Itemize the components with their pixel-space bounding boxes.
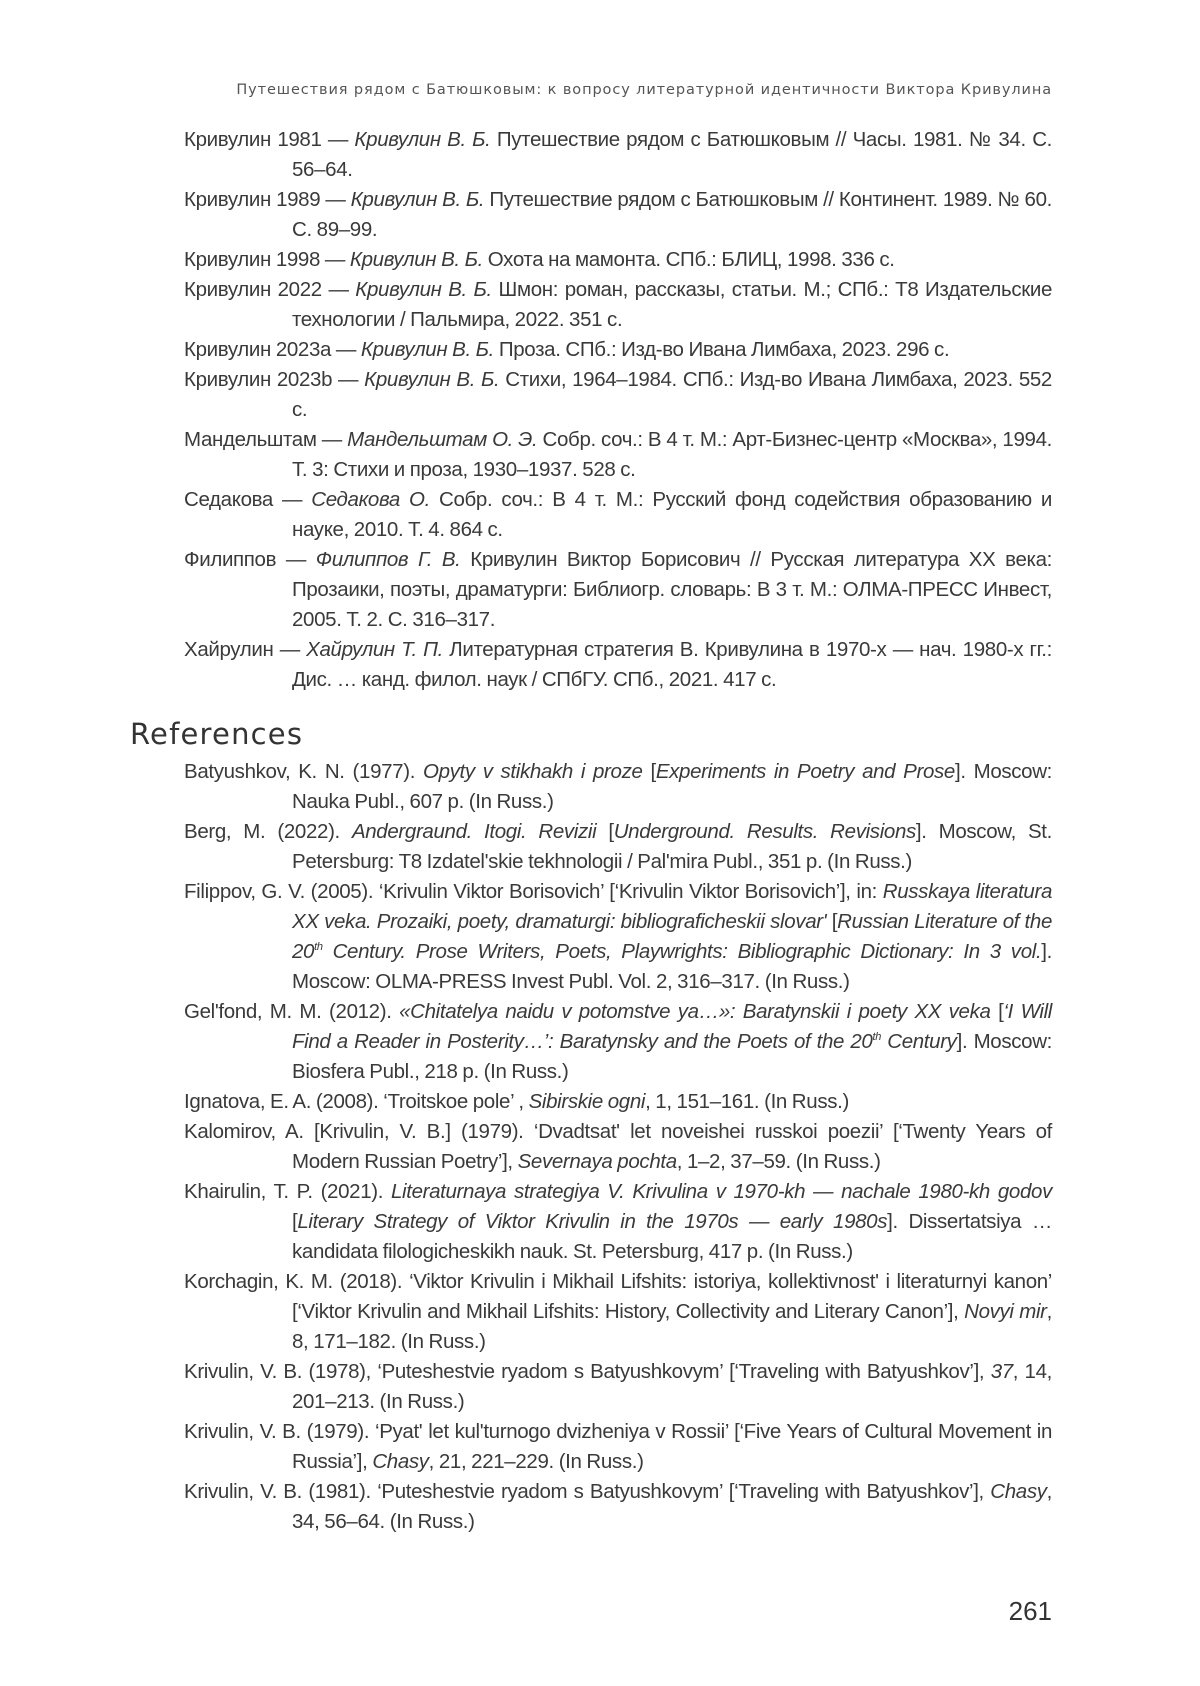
bibliography-entry: Кривулин 1989 — Кривулин В. Б. Путешествие рядом с Батюшковым // Континент. 1989. № 60. С. 89–99. (184, 188, 1052, 241)
bibliography-list (184, 125, 1052, 695)
bibliography-entry: Кривулин 1981 — Кривулин В. Б. Путешествие рядом с Батюшковым // Часы. 1981. № 34. С. 56–64. (184, 128, 1052, 181)
bibliography-entry: Филиппов — Филиппов Г. В. Кривулин Виктор Борисович // Русская литература XX века: Прозаики, поэты, драматурги: Библиогр. словарь: В 3 т. М.: ОЛМА-ПРЕСС Инвест, 2005. Т. 2. С. 316–317. (184, 548, 1053, 631)
reference-entry: Krivulin, V. B. (1981). ‘Puteshestvie ryadom s Batyushkovym’ [‘Traveling with Batyushkov’], Chasy, 34, 56–64. (In Russ.) (184, 1480, 1052, 1533)
reference-entry: Batyushkov, K. N. (1977). Opyty v stikhakh i proze [Experiments in Poetry and Prose]. Moscow: Nauka Publ., 607 p. (In Russ.) (184, 760, 1053, 813)
bibliography-entry: Мандельштам — Мандельштам О. Э. Собр. соч.: В 4 т. М.: Арт-Бизнес-центр «Москва», 1994. Т. 3: Стихи и проза, 1930–1937. 528 с. (184, 428, 1052, 481)
bibliography-entry: Кривулин 1998 — Кривулин В. Б. Охота на мамонта. СПб.: БЛИЦ, 1998. 336 с. (184, 248, 895, 271)
bibliography-entry: Кривулин 2023b — Кривулин В. Б. Стихи, 1964–1984. СПб.: Изд-во Ивана Лимбаха, 2023. 552 с. (184, 368, 1052, 421)
running-head: Путешествия рядом с Батюшковым: к вопросу литературной идентичности Виктора Кривулина (236, 82, 1052, 98)
reference-entry: Berg, M. (2022). Andergraund. Itogi. Revizii [Underground. Results. Revisions]. Moscow, St. Petersburg: T8 Izdatel'skie tekhnologii / Pal'mira Publ., 351 p. (In Russ.) (184, 820, 1052, 873)
reference-entry: Korchagin, K. M. (2018). ‘Viktor Krivulin i Mikhail Lifshits: istoriya, kollektivnost' i literaturnyi kanon’ [‘Viktor Krivulin and Mikhail Lifshits: History, Collectivity and Literary Canon’], Novyi mir, 8, 171–182. (In Russ.) (184, 1270, 1053, 1353)
references-list (184, 757, 1052, 1537)
reference-entry: Kalomirov, A. [Krivulin, V. B.] (1979). ‘Dvadtsat' let noveishei russkoi poezii’ [‘Twenty Years of Modern Russian Poetry’], Severnaya pochta, 1–2, 37–59. (In Russ.) (184, 1120, 1052, 1173)
reference-entry: Krivulin, V. B. (1978), ‘Puteshestvie ryadom s Batyushkovym’ [‘Traveling with Batyushkov’], 37, 14, 201–213. (In Russ.) (184, 1360, 1052, 1413)
reference-entry: Gel'fond, M. M. (2012). «Chitatelya naidu v potomstve ya…»: Baratynskii i poety XX veka [‘I Will Find a Reader in Posterity…’: Baratynsky and the Poets of the 20th Century]. Moscow: Biosfera Publ., 218 p. (In Russ.) (184, 1000, 1052, 1083)
reference-entry: Khairulin, T. P. (2021). Literaturnaya strategiya V. Krivulina v 1970-kh — nachale 1980-kh godov [Literary Strategy of Viktor Krivulin in the 1970s — early 1980s]. Dissertatsiya … kandidata filologicheskikh nauk. St. Petersburg, 417 p. (In Russ.) (184, 1180, 1053, 1263)
bibliography-entry: Хайрулин — Хайрулин Т. П. Литературная стратегия В. Кривулина в 1970-х — нач. 1980-х гг.: Дис. … канд. филол. наук / СПбГУ. СПб., 2021. 417 с. (184, 638, 1052, 691)
reference-entry: Ignatova, E. A. (2008). ‘Troitskoe pole’ , Sibirskie ogni, 1, 151–161. (In Russ.) (184, 1090, 849, 1113)
references-heading: References (130, 717, 304, 751)
reference-entry: Filippov, G. V. (2005). ‘Krivulin Viktor Borisovich’ [‘Krivulin Viktor Borisovich’], in: Russkaya literatura XX veka. Prozaiki, poety, dramaturgi: bibliograficheskii slovar' [Russian Literature of the 20th Century. Prose Writers, Poets, Playwrights: Bibliographic Dictionary: In 3 vol.]. Moscow: OLMA-PRESS Invest Publ. Vol. 2, 316–317. (In Russ.) (184, 880, 1052, 993)
bibliography-entry: Кривулин 2023a — Кривулин В. Б. Проза. СПб.: Изд-во Ивана Лимбаха, 2023. 296 с. (184, 338, 950, 361)
bibliography-entry: Кривулин 2022 — Кривулин В. Б. Шмон: роман, рассказы, статьи. М.; СПб.: Т8 Издательские технологии / Пальмира, 2022. 351 с. (184, 278, 1052, 331)
bibliography-entry: Седакова — Седакова О. Собр. соч.: В 4 т. М.: Русский фонд содействия образованию и науке, 2010. Т. 4. 864 с. (184, 488, 1052, 541)
page-number: 261 (1008, 1596, 1052, 1626)
reference-entry: Krivulin, V. B. (1979). ‘Pyat' let kul'turnogo dvizheniya v Rossii’ [‘Five Years of Cultural Movement in Russia’], Chasy, 21, 221–229. (In Russ.) (184, 1420, 1052, 1473)
